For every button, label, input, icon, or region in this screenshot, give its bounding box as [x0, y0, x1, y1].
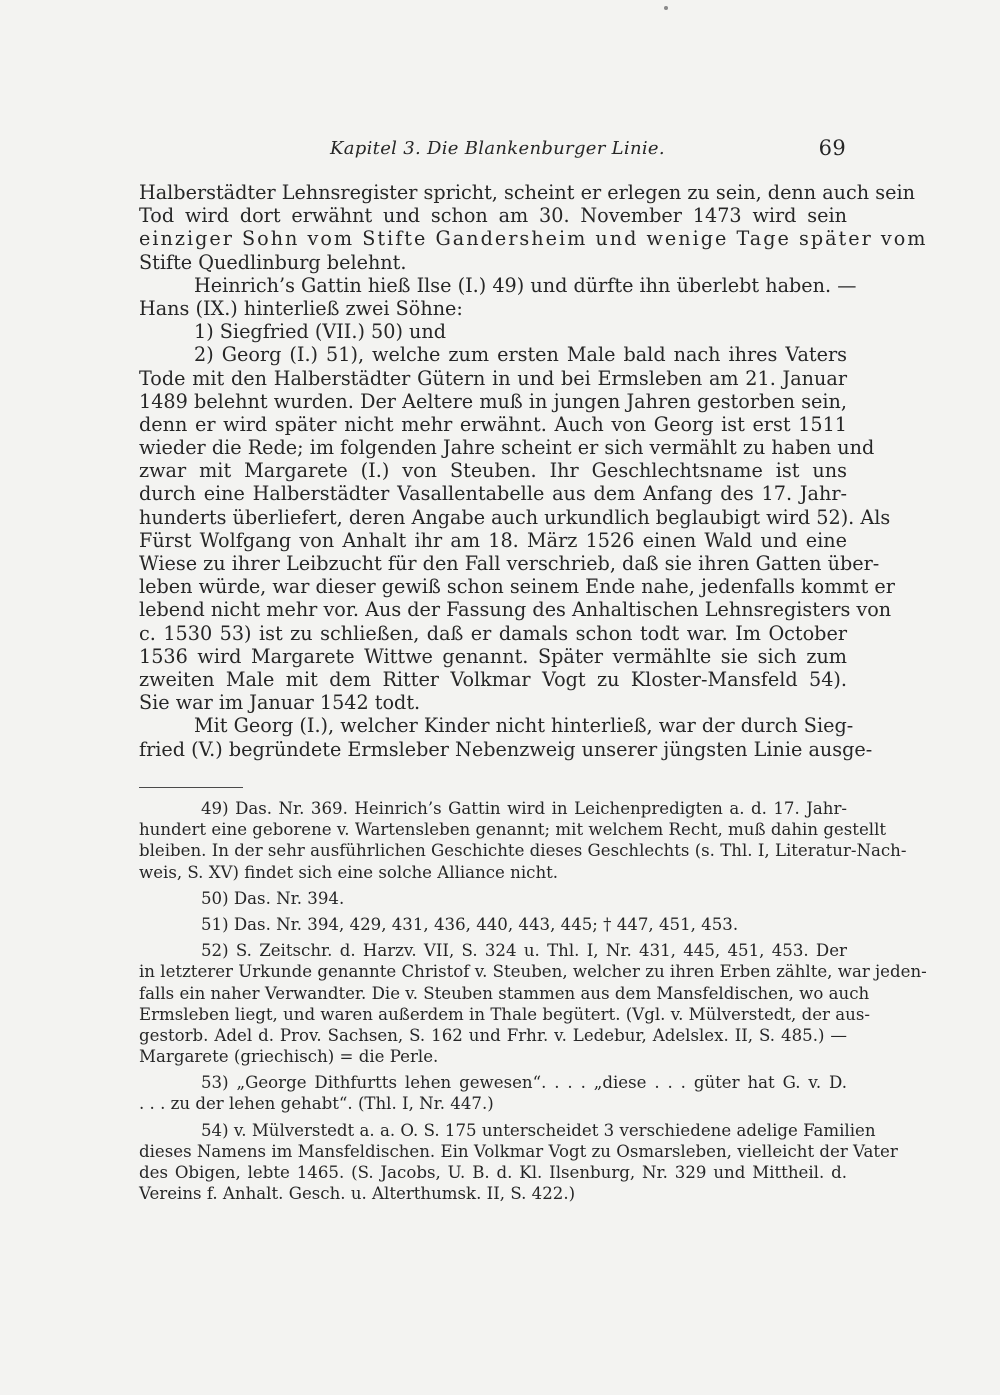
footnote-line: falls ein naher Verwandter. Die v. Steuben stammen aus dem Mansfeldischen, wo auch — [139, 983, 870, 1003]
footnotes — [139, 798, 927, 1204]
text-line: 1536 wird Margarete Wittwe genannt. Später vermählte sie sich zum — [139, 644, 847, 668]
footnote-49 — [139, 798, 907, 883]
footnote-line: hundert eine geborene v. Wartensleben genannt; mit welchem Recht, muß dahin gestellt — [139, 820, 887, 840]
ink-dot — [664, 6, 668, 10]
footnote-line: weis, S. XV) findet sich eine solche Alliance nicht. — [139, 862, 559, 882]
text-line: zwar mit Margarete (I.) von Steuben. Ihr Geschlechtsname ist uns — [139, 459, 847, 483]
text-line: 2) Georg (I.) 51), welche zum ersten Male bald nach ihres Vaters — [194, 343, 847, 367]
text-line: 1489 belehnt wurden. Der Aeltere muß in jungen Jahren gestorben sein, — [139, 389, 847, 413]
footnote-line: Ermsleben liegt, und waren außerdem in Thale begütert. (Vgl. v. Mülverstedt, der aus- — [139, 1004, 870, 1024]
footnote-50 — [139, 888, 847, 909]
text-line: hunderts überliefert, deren Angabe auch urkundlich beglaubigt wird 52). Als — [139, 505, 891, 529]
footnote-52 — [139, 940, 927, 1067]
text-line: leben würde, war dieser gewiß schon seinem Ende nahe, jedenfalls kommt er — [139, 575, 895, 599]
footnote-line: . . . zu der lehen gehabt“. (Thl. I, Nr. 447.) — [139, 1094, 494, 1114]
footnote-line: bleiben. In der sehr ausführlichen Geschichte dieses Geschlechts (s. Thl. I, Literatur-Nach- — [139, 841, 907, 861]
text-line: Wiese zu ihrer Leibzucht für den Fall verschrieb, daß sie ihren Gatten über- — [139, 552, 880, 575]
text-line: Fürst Wolfgang von Anhalt ihr am 18. März 1526 einen Wald und eine — [139, 528, 847, 552]
text-line: Sie war im Januar 1542 todt. — [139, 691, 421, 715]
text-line: Mit Georg (I.), welcher Kinder nicht hinterließ, war der durch Sieg- — [194, 714, 854, 738]
footnote-line: Margarete (griechisch) = die Perle. — [139, 1047, 439, 1067]
footnote-line: 50) Das. Nr. 394. — [201, 888, 345, 908]
text-line: Stifte Quedlinburg belehnt. — [139, 250, 407, 274]
footnote-53 — [139, 1072, 847, 1114]
text-line: einziger Sohn vom Stifte Gandersheim und wenige Tage später vom — [139, 227, 928, 251]
text-line: zweiten Male mit dem Ritter Volkmar Vogt zu Kloster-Mansfeld 54). — [139, 667, 847, 691]
footnote-line: gestorb. Adel d. Prov. Sachsen, S. 162 und Frhr. v. Ledebur, Adelslex. II, S. 485.) — — [139, 1025, 847, 1045]
footnote-divider — [139, 787, 243, 788]
text-line: fried (V.) begründete Ermsleber Nebenzweig unserer jüngsten Linie ausge- — [139, 737, 873, 761]
text-line: 1) Siegfried (VII.) 50) und — [194, 320, 447, 344]
text-line: denn er wird später nicht mehr erwähnt. Auch von Georg ist erst 1511 — [139, 412, 847, 436]
footnote-line: des Obigen, lebte 1465. (S. Jacobs, U. B. d. Kl. Ilsenburg, Nr. 329 und Mittheil. d. — [139, 1163, 847, 1182]
footnote-line: 51) Das. Nr. 394, 429, 431, 436, 440, 443, 445; † 447, 451, 453. — [201, 914, 739, 934]
footnote-line: dieses Namens im Mansfeldischen. Ein Volkmar Vogt zu Osmarsleben, vielleicht der Vater — [139, 1141, 898, 1161]
text-line: c. 1530 53) ist zu schließen, daß er damals schon todt war. Im October — [139, 621, 847, 645]
footnote-line: Vereins f. Anhalt. Gesch. u. Alterthumsk. II, S. 422.) — [139, 1184, 576, 1204]
footnote-line: in letzterer Urkunde genannte Christof v. Steuben, welcher zu ihren Erben zählte, war jeden- — [139, 962, 927, 982]
running-header — [330, 138, 846, 168]
footnote-54 — [139, 1120, 898, 1205]
page-number: 69 — [818, 136, 846, 160]
text-line: Halberstädter Lehnsregister spricht, scheint er erlegen zu sein, denn auch sein — [139, 181, 915, 204]
text-line: Tode mit den Halberstädter Gütern in und bei Ermsleben am 21. Januar — [139, 366, 847, 390]
text-line: Heinrich’s Gattin hieß Ilse (I.) 49) und dürfte ihn überlebt haben. — — [194, 273, 857, 297]
footnote-line: 54) v. Mülverstedt a. a. O. S. 175 unterscheidet 3 verschiedene adelige Familien — [201, 1120, 876, 1140]
chapter-title: Kapitel 3. Die Blankenburger Linie. — [330, 138, 665, 159]
text-line: Tod wird dort erwähnt und schon am 30. November 1473 wird sein — [139, 204, 847, 228]
footnote-51 — [139, 914, 847, 935]
footnote-line: 49) Das. Nr. 369. Heinrich’s Gattin wird in Leichenpredigten a. d. 17. Jahr- — [201, 799, 847, 818]
main-text — [139, 181, 928, 761]
text-line: wieder die Rede; im folgenden Jahre scheint er sich vermählt zu haben und — [139, 436, 875, 460]
footnote-line: 52) S. Zeitschr. d. Harzv. VII, S. 324 u. Thl. I, Nr. 431, 445, 451, 453. Der — [201, 941, 847, 961]
text-line: Hans (IX.) hinterließ zwei Söhne: — [139, 296, 463, 320]
footnote-line: 53) „George Dithfurtts lehen gewesen“. . . . „diese . . . güter hat G. v. D. — [201, 1073, 847, 1093]
text-line: lebend nicht mehr vor. Aus der Fassung des Anhaltischen Lehnsregisters von — [139, 598, 892, 622]
text-line: durch eine Halberstädter Vasallentabelle aus dem Anfang des 17. Jahr- — [139, 482, 847, 506]
